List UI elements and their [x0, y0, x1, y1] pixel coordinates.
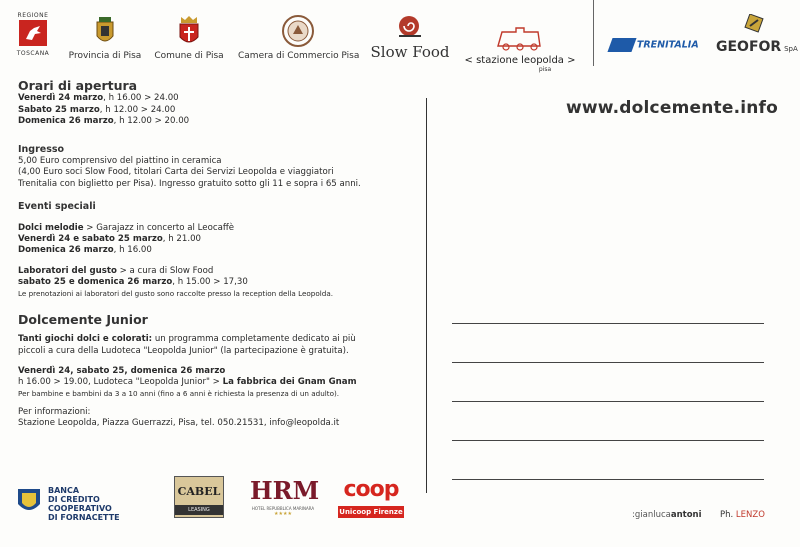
lab-title: Laboratori del gusto [18, 265, 117, 276]
orari-line-2 [18, 105, 418, 116]
coop-label: coop [343, 477, 399, 502]
slowfood-logo [370, 14, 450, 61]
stazione-label: < stazione leopolda > [464, 55, 576, 66]
banca-shield-icon [16, 486, 42, 516]
hrm-stars-icon: ★★★★ [274, 511, 292, 517]
cabel-leasing-logo [174, 476, 224, 518]
coop-logo [338, 478, 404, 518]
stazione-leopolda-logo [464, 24, 576, 73]
camera-commercio-logo [238, 14, 358, 61]
photo-credit [720, 510, 765, 520]
orari-day: Domenica 26 marzo [18, 116, 114, 127]
provincia-label: Provincia di Pisa [68, 51, 142, 61]
banca-fornacette-logo [16, 484, 156, 522]
train-icon [494, 24, 546, 52]
junior-time-line [18, 377, 418, 388]
dolci-days: Venerdì 24 e sabato 25 marzo [18, 234, 163, 245]
snail-icon [395, 14, 425, 38]
website-url[interactable]: www.dolcemente.info [566, 98, 779, 118]
geofor-suffix: SpA [784, 45, 798, 53]
design-credit-bold: antoni [670, 510, 702, 520]
info-contacts: Stazione Leopolda, Piazza Guerrazzi, Pisa, tel. 050.21531, info@leopolda.it [18, 418, 340, 429]
orari-time: , h 12.00 > 20.00 [113, 116, 190, 127]
junior-note: Per bambine e bambini da 3 a 10 anni (fino a 6 anni è richiesta la presenza di un adulto). [18, 388, 340, 398]
trenitalia-logo [610, 38, 706, 52]
provincia-crest-icon [94, 14, 116, 48]
trenitalia-icon [607, 38, 636, 52]
orari-day: Venerdì 24 marzo [18, 93, 104, 104]
hrm-sub: HOTEL REPUBBLICA MARINARA [251, 506, 315, 511]
dolci-hour: , h 16.00 [113, 245, 152, 256]
dolci-desc: > Garajazz in concerto al Leocaffè [83, 222, 235, 233]
lab-days: sabato 25 e domenica 26 marzo [18, 277, 173, 288]
coop-sub: Unicoop Firenze [339, 508, 403, 516]
address-line-5 [452, 479, 764, 480]
dolci-line-3 [18, 245, 418, 256]
junior-desc: un programma completamente dedicato ai più [152, 334, 356, 345]
pegasus-icon [18, 19, 48, 47]
cabel-sub: LEASING [175, 505, 223, 515]
hrm-label: HRM [250, 476, 320, 505]
comune-crest-icon [177, 14, 201, 48]
geofor-icon [739, 14, 769, 36]
ingresso-line-1: 5,00 Euro comprensivo del piattino in ceramica [18, 156, 222, 167]
orari-title: Orari di apertura [18, 78, 138, 93]
photo-credit-name: LENZO [735, 510, 765, 520]
dolci-title: Dolci melodie [18, 222, 84, 233]
geofor-logo [716, 14, 798, 55]
dolci-title-line [18, 223, 418, 234]
orari-time: , h 16.00 > 24.00 [103, 93, 179, 104]
junior-line-1 [18, 334, 418, 345]
eventi-title: Eventi speciali [18, 201, 96, 213]
banca-line-1: BANCA [48, 486, 80, 495]
junior-lead: Tanti giochi dolci e colorati: [18, 334, 153, 345]
address-line-4 [452, 440, 764, 441]
slowfood-label: Slow Food [370, 43, 450, 61]
lab-line-2 [18, 277, 418, 288]
dolci-hour: , h 21.00 [162, 234, 202, 245]
design-credit-light: :gianluca [632, 510, 671, 520]
trenitalia-label: TRENITALIA [636, 39, 699, 51]
junior-time: h 16.00 > 19.00, Ludoteca "Leopolda Junior" > [18, 377, 223, 388]
junior-title: Dolcemente Junior [18, 311, 148, 327]
hrm-hotel-logo [250, 476, 320, 518]
photo-credit-label: Ph. [720, 510, 734, 520]
lab-desc: > a cura di Slow Food [116, 265, 214, 276]
header-divider [593, 0, 594, 66]
ingresso-line-2: (4,00 Euro soci Slow Food, titolari Carta dei Servizi Leopolda e viaggiatori [18, 167, 334, 178]
junior-line-2: piccoli a cura della Ludoteca "Leopolda Junior" (la partecipazione è gratuita). [18, 345, 349, 356]
ingresso-title: Ingresso [18, 143, 65, 155]
address-line-1 [452, 323, 764, 324]
junior-activity: La fabbrica dei Gnam Gnam [222, 377, 357, 388]
lab-note: Le prenotazioni ai laboratori del gusto sono raccolte presso la reception della Leopolda. [18, 288, 334, 298]
orari-day: Sabato 25 marzo [18, 104, 100, 115]
info-label: Per informazioni: [18, 406, 91, 417]
address-line-3 [452, 401, 764, 402]
ingresso-line-3: Trenitalia con biglietto per Pisa). Ingresso gratuito sotto gli 11 e sopra i 65 anni. [18, 178, 361, 189]
center-divider [426, 98, 427, 493]
geofor-text [716, 39, 798, 55]
camera-seal-icon [281, 14, 315, 48]
orari-time: , h 12.00 > 24.00 [99, 104, 176, 115]
toscana-label: TOSCANA [16, 50, 50, 57]
geofor-label: GEOFOR [716, 39, 782, 55]
lab-hour: , h 15.00 > 17,30 [172, 277, 248, 288]
address-line-2 [452, 362, 764, 363]
dolci-day: Domenica 26 marzo [18, 245, 114, 256]
junior-dates-text: Venerdì 24, sabato 25, domenica 26 marzo [18, 365, 226, 376]
regione-toscana-logo [14, 12, 52, 57]
banca-line-3: DI FORNACETTE [48, 513, 120, 522]
cabel-label: CABEL [177, 485, 221, 498]
event-details [18, 80, 418, 430]
junior-dates [18, 366, 418, 377]
banca-line-2: DI CREDITO COOPERATIVO [48, 495, 112, 513]
comune-pisa-logo [152, 14, 226, 61]
regione-label: REGIONE [17, 12, 49, 19]
orari-line-1 [18, 93, 418, 104]
stazione-sub: pisa [538, 66, 552, 73]
design-credit [632, 510, 702, 520]
camera-label: Camera di Commercio Pisa [238, 51, 360, 61]
provincia-pisa-logo [68, 14, 142, 61]
orari-line-3 [18, 116, 418, 127]
lab-title-line [18, 266, 418, 277]
comune-label: Comune di Pisa [154, 51, 224, 61]
dolci-line-2 [18, 234, 418, 245]
